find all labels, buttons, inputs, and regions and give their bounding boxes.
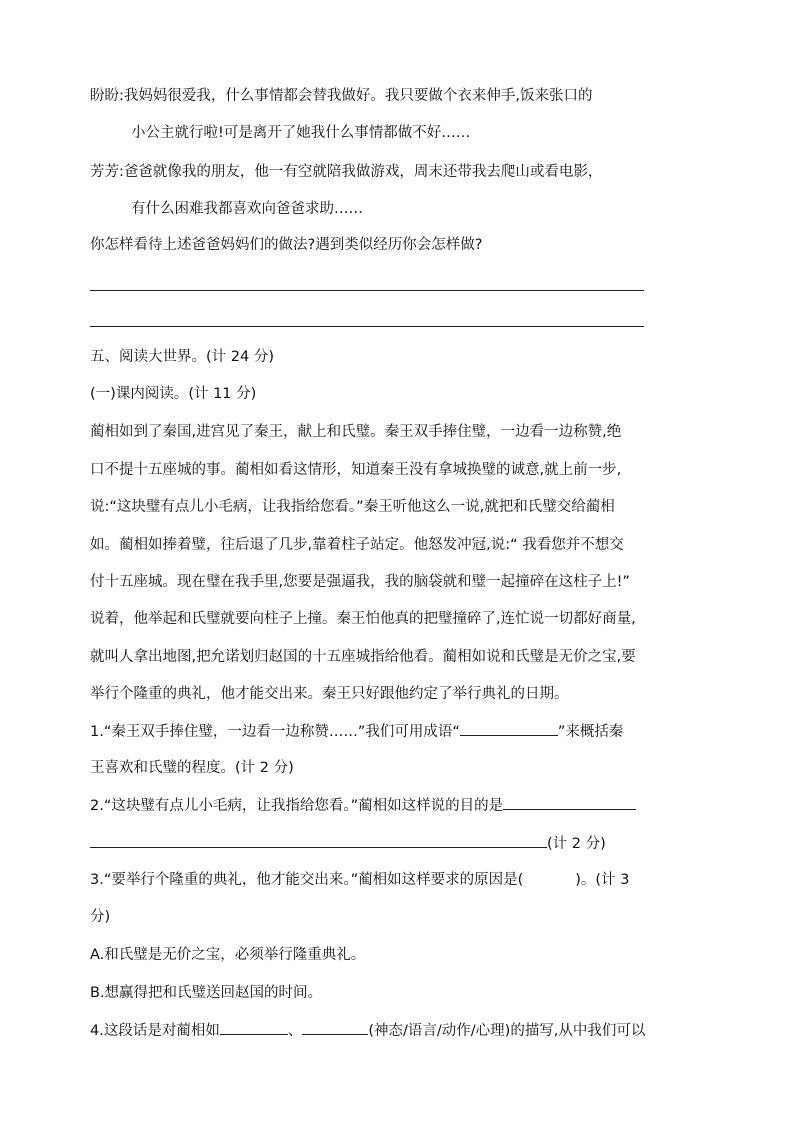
passage-line: 付十五座城。现在璧在我手里,您要是强逼我，我的脑袋就和璧一起撞碎在这柱子上!” <box>90 574 630 590</box>
question-1-text-end: ”来概括秦 <box>557 724 624 740</box>
section-title: 五、阅读大世界。(计 24 分) <box>90 349 274 365</box>
question-3-line1 <box>90 870 629 890</box>
passage-line: 说着，他举起和氏璧就要向柱子上撞。秦王怕他真的把璧撞碎了,连忙说一切都好商量, <box>90 611 636 627</box>
question-4-text-end: (神态/语言/动作/心理)的描写,从中我们可以 <box>368 1023 646 1039</box>
purpose-answer-blank-2[interactable] <box>90 833 547 848</box>
question-1-line2: 王喜欢和氏璧的程度。(计 2 分) <box>90 760 294 776</box>
question-2-score: (计 2 分) <box>547 836 606 852</box>
answer-line-2[interactable] <box>90 326 644 327</box>
question-4-sep: 、 <box>287 1023 303 1039</box>
description-blank-2[interactable] <box>302 1020 368 1035</box>
passage-line: 就叫人拿出地图,把允诺划归赵国的十五座城指给他看。蔺相如说和氏璧是无价之宝,要 <box>90 649 636 665</box>
purpose-answer-blank-1[interactable] <box>503 795 636 810</box>
question-3-score: )。(计 3 <box>575 872 630 888</box>
question-1-line1 <box>90 721 623 742</box>
passage-line: 如。蔺相如捧着璧，往后退了几步,靠着柱子站定。他怒发冲冠,说:“ 我看您并不想交 <box>90 537 624 553</box>
question-4-line1 <box>90 1020 645 1041</box>
dialogue-panpan-line2: 小公主就行啦!可是离开了她我什么事情都做不好…… <box>131 125 471 141</box>
idiom-answer-blank[interactable] <box>460 721 558 736</box>
passage-line: 蔺相如到了秦国,进宫见了秦王，献上和氏璧。秦王双手捧住璧，一边看一边称赞,绝 <box>90 424 622 440</box>
dialogue-question: 你怎样看待上述爸爸妈妈们的做法?遇到类似经历你会怎样做? <box>90 237 483 253</box>
description-blank-1[interactable] <box>220 1020 288 1035</box>
passage-line: 举行个隆重的典礼，他才能交出来。秦王只好跟他约定了举行典礼的日期。 <box>90 686 569 702</box>
question-2-text: 2.“这块璧有点儿小毛病，让我指给您看。”蔺相如这样说的目的是 <box>90 798 504 814</box>
dialogue-fangfang-line1: 芳芳:爸爸就像我的朋友，他一有空就陪我做游戏，周末还带我去爬山或看电影， <box>90 164 603 180</box>
dialogue-panpan-line1: 盼盼:我妈妈很爱我，什么事情都会替我做好。我只要做个衣来伸手,饭来张口的 <box>90 88 593 104</box>
question-2-line2 <box>90 833 606 854</box>
option-b: B.想赢得把和氏璧送回赵国的时间。 <box>90 985 323 1001</box>
question-1-text: 1.“秦王双手捧住璧，一边看一边称赞……”我们可用成语“ <box>90 724 460 740</box>
option-a: A.和氏璧是无价之宝，必须举行隆重典礼。 <box>90 947 366 963</box>
passage-line: 说:“这块璧有点儿小毛病，让我指给您看。”秦王听他这么一说,就把和氏璧交给蔺相 <box>90 499 615 515</box>
subsection-title: (一)课内阅读。(计 11 分) <box>90 386 257 402</box>
question-2-line1 <box>90 795 636 816</box>
question-3-text: 3.“要举行个隆重的典礼，他才能交出来。”蔺相如这样要求的原因是( <box>90 872 524 888</box>
question-3-line2: 分) <box>90 909 111 925</box>
passage-line: 口不提十五座城的事。蔺相如看这情形，知道秦王没有拿城换璧的诚意,就上前一步, <box>90 462 622 478</box>
answer-line-1[interactable] <box>90 290 644 291</box>
question-4-text: 4.这段话是对蔺相如 <box>90 1023 220 1039</box>
dialogue-fangfang-line2: 有什么困难我都喜欢向爸爸求助…… <box>131 201 363 217</box>
